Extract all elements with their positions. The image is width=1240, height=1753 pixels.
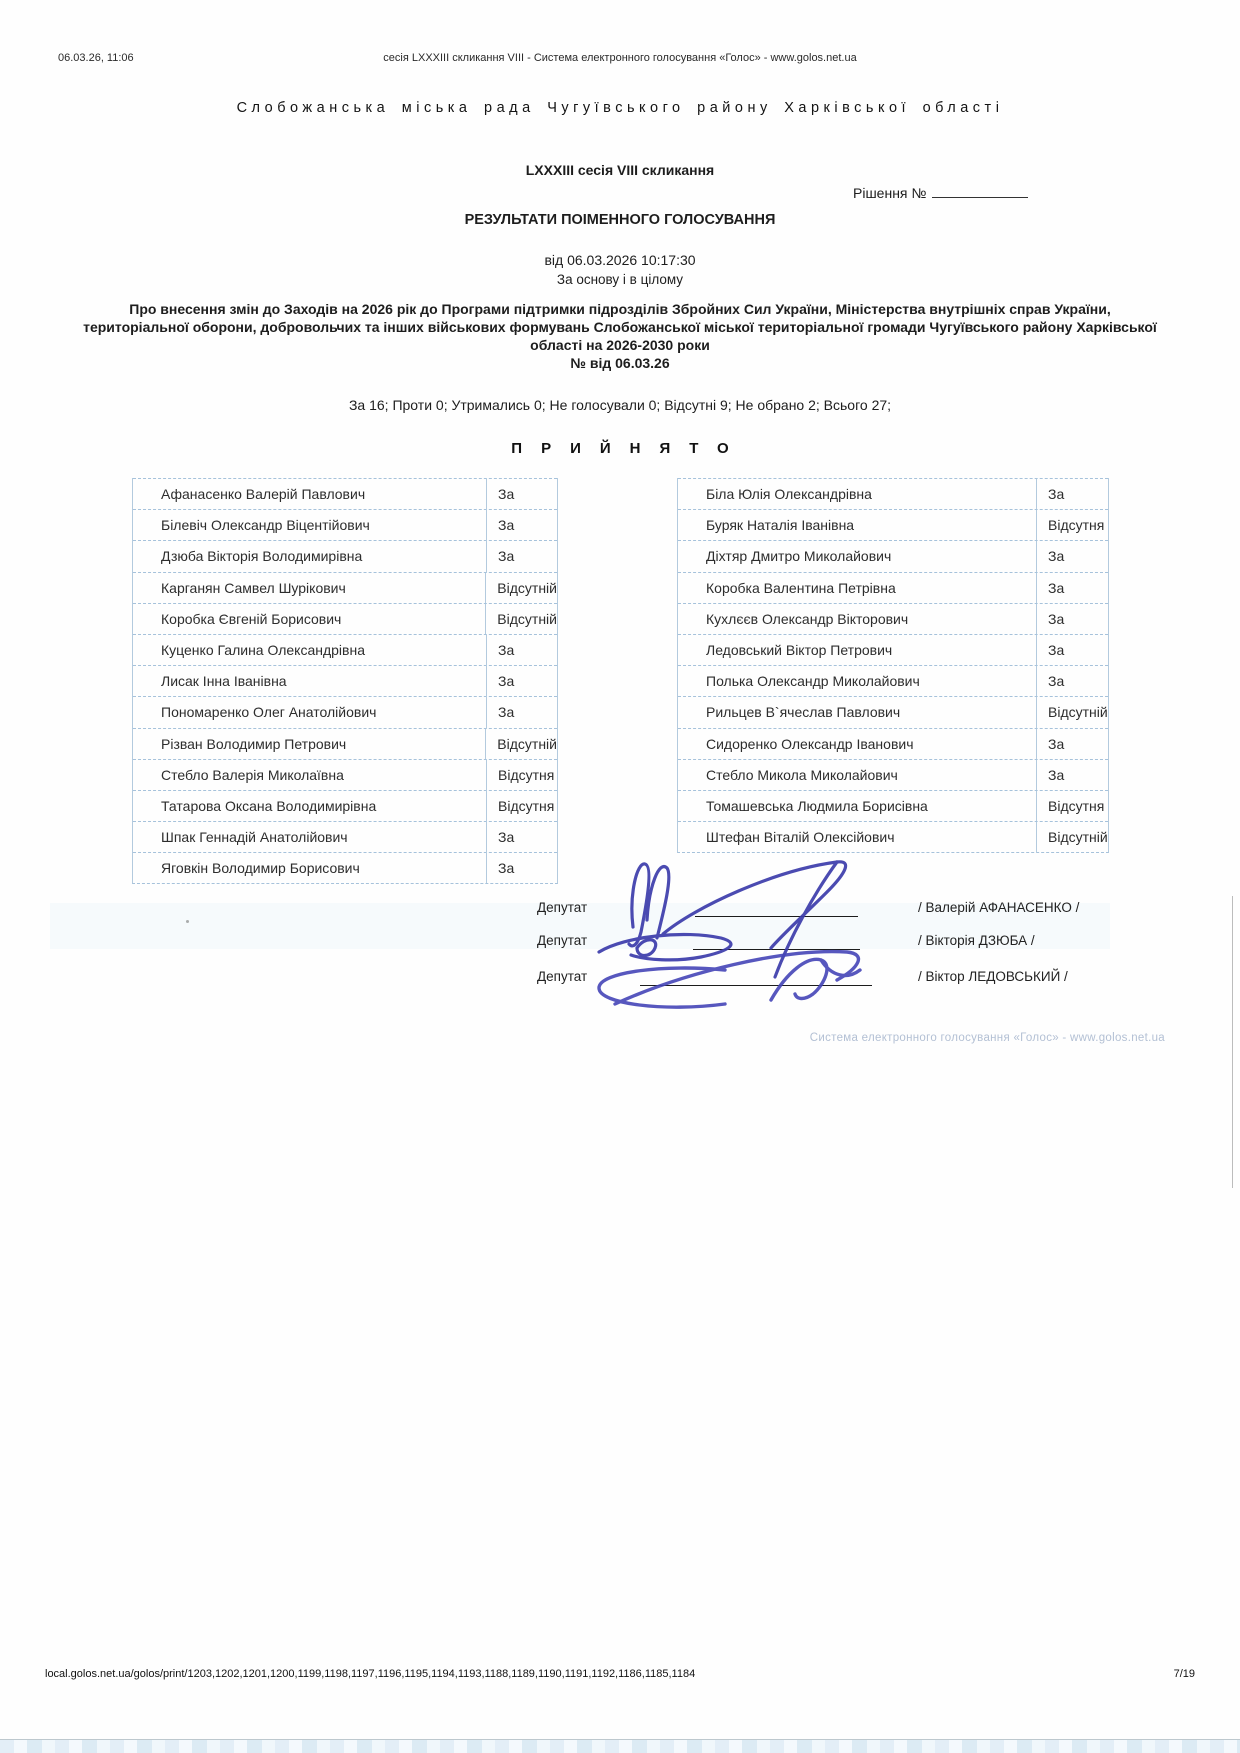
- vote-cell: За: [1048, 486, 1065, 502]
- vote-cell: За: [1048, 610, 1065, 627]
- table-row: [133, 790, 557, 821]
- vote-cell: За: [1048, 766, 1065, 783]
- vote-cell: Відсутній: [497, 579, 557, 596]
- deputy-name-cell: Дзюба Вікторія Володимирівна: [133, 541, 487, 571]
- signatory-role-label: Депутат: [537, 969, 588, 984]
- table-row: [678, 478, 1108, 509]
- vote-cell: Відсутній: [497, 735, 557, 752]
- signatory-role-label: Депутат: [537, 933, 588, 948]
- decision-number-line: [853, 184, 1028, 201]
- handwritten-signatures-ink: [575, 852, 880, 1017]
- scan-bottom-band: [0, 1739, 1240, 1753]
- table-row: [678, 572, 1108, 603]
- vote-summary: За 16; Проти 0; Утримались 0; Не голосували 0; Відсутні 9; Не обрано 2; Всього 27;: [348, 397, 892, 413]
- vote-cell: За: [498, 641, 515, 658]
- table-row: [678, 540, 1108, 571]
- subject-block: [80, 300, 1160, 372]
- deputy-name-cell: Діхтяр Дмитро Миколайович: [678, 541, 1037, 571]
- deputy-name-cell: Ледовський Віктор Петрович: [678, 635, 1037, 665]
- deputy-name-cell: Коробка Валентина Петрівна: [678, 573, 1037, 603]
- table-row: [678, 634, 1108, 665]
- subject-number: № від 06.03.26: [570, 355, 670, 371]
- vote-cell: Відсутня: [1048, 797, 1105, 814]
- system-watermark: Система електронного голосування «Голос» - www.golos.net.ua: [809, 1032, 1165, 1044]
- table-row: [133, 572, 557, 603]
- table-row: [133, 478, 557, 509]
- table-row: [678, 728, 1108, 759]
- signatory-name: / Віктор ЛЕДОВСЬКИЙ /: [918, 969, 1068, 984]
- deputy-name-cell: Коробка Євгеній Борисович: [133, 604, 486, 634]
- vote-cell: За: [498, 548, 515, 565]
- decision-number-blank: [932, 184, 1028, 198]
- session-title: LXXXIII сесія VIII скликання: [525, 162, 715, 178]
- vote-cell: Відсутній: [1048, 704, 1108, 721]
- table-row: [678, 790, 1108, 821]
- table-row: [678, 509, 1108, 540]
- results-title: РЕЗУЛЬТАТИ ПОІМЕННОГО ГОЛОСУВАННЯ: [464, 212, 776, 228]
- vote-cell: Відсутня: [498, 766, 555, 783]
- table-row: [133, 696, 557, 727]
- vote-table-right: [677, 478, 1109, 853]
- table-row: [133, 509, 557, 540]
- subject-title: Про внесення змін до Заходів на 2026 рік до Програми підтримки підрозділів Збройних Сил України, Міністерства внутрішніх справ України, територіальної оборони, добровольчих та інших військових формувань Слобожанської міської територіальної громади Чугуївського району Харківської області на 2026-2030 роки: [83, 301, 1157, 353]
- table-row: [133, 759, 557, 790]
- table-row: [678, 665, 1108, 696]
- vote-cell: За: [1048, 579, 1065, 596]
- deputy-name-cell: Пономаренко Олег Анатолійович: [133, 697, 487, 727]
- vote-cell: Відсутня: [1048, 517, 1105, 534]
- deputy-name-cell: Томашевська Людмила Борисівна: [678, 791, 1037, 821]
- vote-cell: За: [1048, 735, 1065, 752]
- vote-cell: За: [498, 829, 515, 846]
- footer-print-url: local.golos.net.ua/golos/print/1203,1202,1201,1200,1199,1198,1197,1196,1195,1194,1193,1188,1189,1190,1191,1192,1186,1185,1184: [45, 1668, 696, 1680]
- vote-cell: За: [498, 673, 515, 690]
- print-datetime: 06.03.26, 11:06: [58, 52, 134, 64]
- footer-page-number: 7/19: [1173, 1668, 1195, 1680]
- deputy-name-cell: Рильцев В`ячеслав Павлович: [678, 697, 1037, 727]
- deputy-name-cell: Різван Володимир Петрович: [133, 729, 486, 759]
- table-row: [133, 540, 557, 571]
- table-row: [133, 634, 557, 665]
- deputy-name-cell: Білевіч Олександр Віцентійович: [133, 510, 487, 540]
- deputy-name-cell: Стебло Микола Миколайович: [678, 760, 1037, 790]
- deputy-name-cell: Кухлєєв Олександр Вікторович: [678, 604, 1037, 634]
- table-row: [678, 759, 1108, 790]
- table-row: [133, 852, 557, 883]
- vote-cell: За: [498, 486, 515, 502]
- deputy-name-cell: Стебло Валерія Миколаївна: [133, 760, 487, 790]
- vote-datetime: від 06.03.2026 10:17:30: [544, 252, 696, 268]
- table-row: [133, 665, 557, 696]
- vote-cell: За: [498, 860, 515, 877]
- verdict-text: ПРИЙНЯТО: [511, 440, 748, 457]
- table-row: [678, 603, 1108, 634]
- deputy-name-cell: Лисак Інна Іванівна: [133, 666, 487, 696]
- deputy-name-cell: Шпак Геннадій Анатолійович: [133, 822, 487, 852]
- deputy-name-cell: Біла Юлія Олександрівна: [678, 479, 1037, 509]
- deputy-name-cell: Куценко Галина Олександрівна: [133, 635, 487, 665]
- vote-cell: Відсутній: [497, 610, 557, 627]
- vote-cell: За: [498, 704, 515, 721]
- deputy-name-cell: Татарова Оксана Володимирівна: [133, 791, 487, 821]
- table-row: [133, 728, 557, 759]
- deputy-name-cell: Буряк Наталія Іванівна: [678, 510, 1037, 540]
- deputy-name-cell: Штефан Віталій Олексійович: [678, 822, 1037, 852]
- table-row: [678, 821, 1108, 852]
- deputy-name-cell: Афанасенко Валерій Павлович: [133, 479, 487, 509]
- signatory-name: / Валерій АФАНАСЕНКО /: [918, 900, 1080, 915]
- vote-cell: За: [1048, 548, 1065, 565]
- signatory-name: / Вікторія ДЗЮБА /: [918, 933, 1035, 948]
- vote-cell: Відсутній: [1048, 829, 1108, 846]
- signatory-role-label: Депутат: [537, 900, 588, 915]
- scan-speck: [186, 920, 189, 923]
- table-row: [133, 821, 557, 852]
- vote-cell: Відсутня: [498, 797, 555, 814]
- print-header-session-line: сесія LXXXIII скликання VIII - Система електронного голосування «Голос» - www.golos.net.ua: [383, 52, 857, 64]
- vote-cell: За: [1048, 641, 1065, 658]
- table-row: [678, 696, 1108, 727]
- deputy-name-cell: Полька Олександр Миколайович: [678, 666, 1037, 696]
- vote-table-left: [132, 478, 558, 884]
- vote-cell: За: [1048, 673, 1065, 690]
- vote-scope: За основу і в цілому: [556, 272, 684, 287]
- deputy-name-cell: Яговкін Володимир Борисович: [133, 853, 487, 883]
- deputy-name-cell: Карганян Самвел Шурікович: [133, 573, 486, 603]
- deputy-name-cell: Сидоренко Олександр Іванович: [678, 729, 1037, 759]
- council-title: Слобожанська міська рада Чугуївського району Харківської області: [236, 100, 1004, 116]
- scan-edge-line: [1232, 896, 1233, 1188]
- table-row: [133, 603, 557, 634]
- decision-number-label: Рішення №: [853, 185, 927, 201]
- vote-cell: За: [498, 517, 515, 534]
